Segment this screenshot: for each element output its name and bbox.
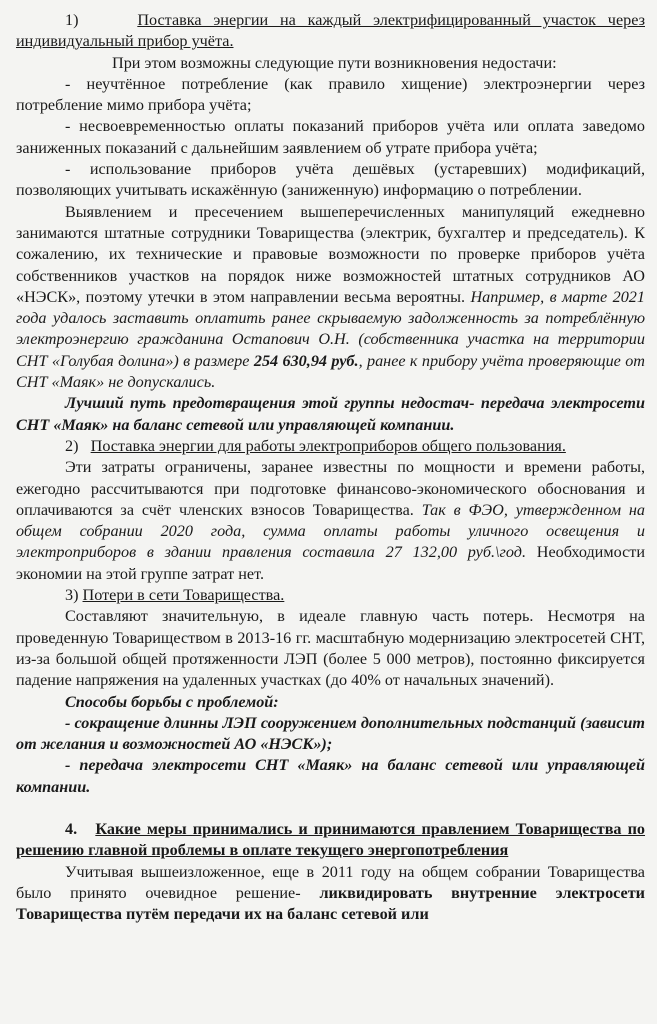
detection-text: Выявлением и пресечением вышеперечисленных манипуляций ежедневно занимаются штатные сотрудники Товарищества (электрик, бухгалтер и председатель). К сожалению, их технические и правовые возможности по проверке приборов учёта собственников участков на порядок ниже возможностей штатных сотрудников АО «НЭСК», поэтому утечки в этом направлении весьма вероятны.	[16, 202, 645, 306]
costs-paragraph	[16, 457, 645, 585]
fight-method-2: - передача электросети СНТ «Маяк» на баланс сетевой или управляющей компании.	[16, 756, 645, 796]
costs-tail: Необходимости экономии на этой группе затрат нет.	[16, 543, 646, 583]
final-text: Учитывая вышеизложенное, еще в 2011 году на общем собрании Товарищества было принято очевидное решение-	[16, 862, 645, 902]
costs-text: Эти затраты ограничены, заранее известны по мощности и времени работы, ежегодно рассчитываются при подготовке финансово-экономического обоснования и оплачиваются за счёт членских взносов Товарищества.	[16, 458, 645, 519]
section-4-title: Какие меры принимались и принимаются правлением Товарищества по решению главной проблемы в оплате текущего энергопотребления	[16, 819, 646, 860]
detection-paragraph	[16, 202, 645, 394]
section-1-number: 1)	[65, 11, 79, 29]
spacer	[16, 798, 645, 819]
detection-example: Например, в марте 2021 года удалось заставить оплатить ранее скрываемую задолженность за потреблённую электроэнергию гражданина Остапович О.Н. (собственника участка на территории СНТ «Голубая долина») в размере	[16, 287, 645, 370]
debt-amount: 254 630,94 руб.	[253, 351, 359, 370]
section-2-heading	[16, 436, 645, 457]
section-3-title: Потери в сети Товарищества.	[82, 586, 285, 605]
bullet-1: - неучтённое потребление (как правило хищение) электроэнергии через потребление мимо прибора учёта;	[16, 74, 645, 115]
best-solution-1: Лучший путь предотвращения этой группы недостач- передача электросети СНТ «Маяк» на баланс сетевой или управляющей компании.	[16, 394, 645, 434]
section-4-heading	[16, 819, 645, 862]
losses-paragraph: Составляют значительную, в идеале главную часть потерь. Несмотря на проведенную Товариществом в 2013-16 гг. масштабную модернизацию электросетей СНТ, из-за большой общей протяженности ЛЭП (более 5 000 метров), постоянно фиксируется падение напряжения на удаленных участках (до 40% от начальных значений).	[16, 607, 645, 690]
section-3-number: 3)	[65, 586, 79, 605]
section-2-title: Поставка энергии для работы электроприборов общего пользования.	[90, 436, 566, 455]
final-paragraph	[16, 862, 645, 926]
section-1-heading	[16, 10, 645, 53]
bullet-2: - несвоевременностью оплаты показаний приборов учёта или оплата заведомо заниженных показаний с дальнейшим заявлением об утрате прибора учёта;	[16, 117, 645, 157]
section-1-title: Поставка энергии на каждый электрифицированный участок через индивидуальный прибор учёта.	[16, 11, 645, 51]
costs-example: Так в ФЭО, утвержденном на общем собрании 2020 года, сумма оплаты работы уличного освещения и электроприборов в здании правления составила 27 132,00 руб.\год.	[16, 500, 646, 562]
fight-methods-title: Способы борьбы с проблемой:	[65, 692, 279, 711]
section-3-heading	[16, 585, 645, 606]
final-bold: ликвидировать внутренние электросети Товарищества путём передачи их на баланс сетевой или	[16, 883, 646, 924]
section-4-number: 4.	[65, 819, 78, 838]
detection-example-tail: , ранее к прибору учёта проверяющие от СНТ «Маяк» не допускались.	[16, 351, 645, 392]
fight-method-1: - сокращение длинны ЛЭП сооружением дополнительных подстанций (зависит от желания и возможностей АО «НЭСК»);	[16, 713, 645, 754]
section-2-number: 2)	[65, 436, 79, 455]
bullet-3: - использование приборов учёта дешёвых (устаревших) модификаций, позволяющих учитывать искажённую (заниженную) информацию о потреблении.	[16, 160, 645, 200]
intro-paragraph: При этом возможны следующие пути возникновения недостачи:	[112, 53, 557, 72]
